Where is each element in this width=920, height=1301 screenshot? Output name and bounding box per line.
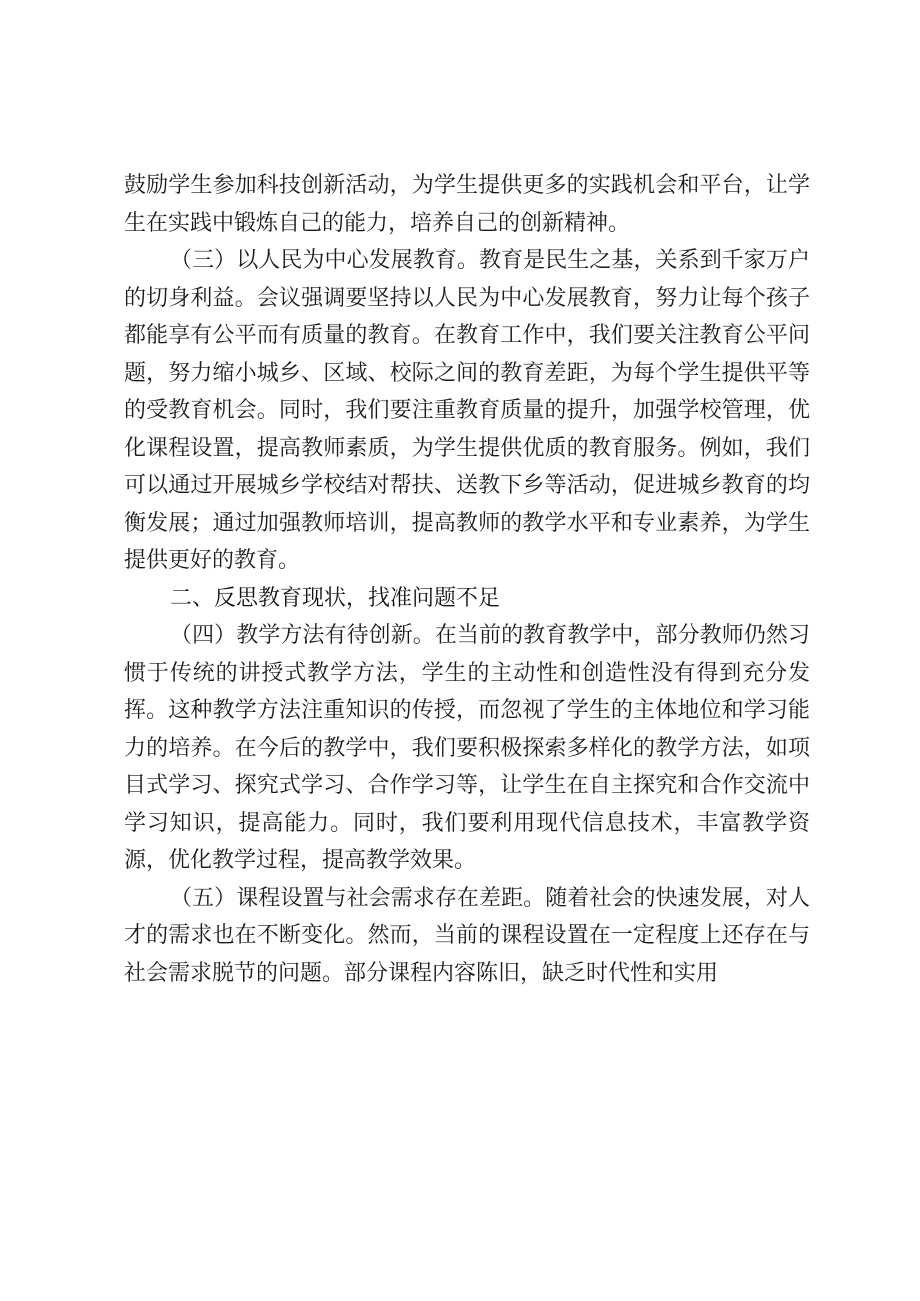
paragraph-section-3: （三）以人民为中心发展教育。教育是民生之基，关系到千家万户的切身利益。会议强调要坚持以人民为中心发展教育，努力让每个孩子都能享有公平而有质量的教育。在教育工作中，我们要关注教育公平问题，努力缩小城乡、区域、校际之间的教育差距，为每个学生提供平等的受教育机会。同时，我们要注重教育质量的提升，加强学校管理，优化课程设置，提高教师素质，为学生提供优质的教育服务。例如，我们可以通过开展城乡学校结对帮扶、送教下乡等活动，促进城乡教育的均衡发展；通过加强教师培训，提高教师的教学水平和专业素养，为学生提供更好的教育。 [124,248,810,573]
paragraph-continuation: 鼓励学生参加科技创新活动，为学生提供更多的实践机会和平台，让学生在实践中锻炼自己的能力，培养自己的创新精神。 [124,173,810,236]
section-heading-2: 二、反思教育现状，找准问题不足 [170,585,501,611]
paragraph-section-5: （五）课程设置与社会需求存在差距。随着社会的快速发展，对人才的需求也在不断变化。然而，当前的课程设置在一定程度上还存在与社会需求脱节的问题。部分课程内容陈旧，缺乏时代性和实用 [124,885,810,986]
document-body [124,167,810,992]
paragraph-section-4: （四）教学方法有待创新。在当前的教育教学中，部分教师仍然习惯于传统的讲授式教学方法，学生的主动性和创造性没有得到充分发挥。这种教学方法注重知识的传授，而忽视了学生的主体地位和学习能力的培养。在今后的教学中，我们要积极探索多样化的教学方法，如项目式学习、探究式学习、合作学习等，让学生在自主探究和合作交流中学习知识，提高能力。同时，我们要利用现代信息技术，丰富教学资源，优化教学过程，提高教学效果。 [124,623,810,873]
